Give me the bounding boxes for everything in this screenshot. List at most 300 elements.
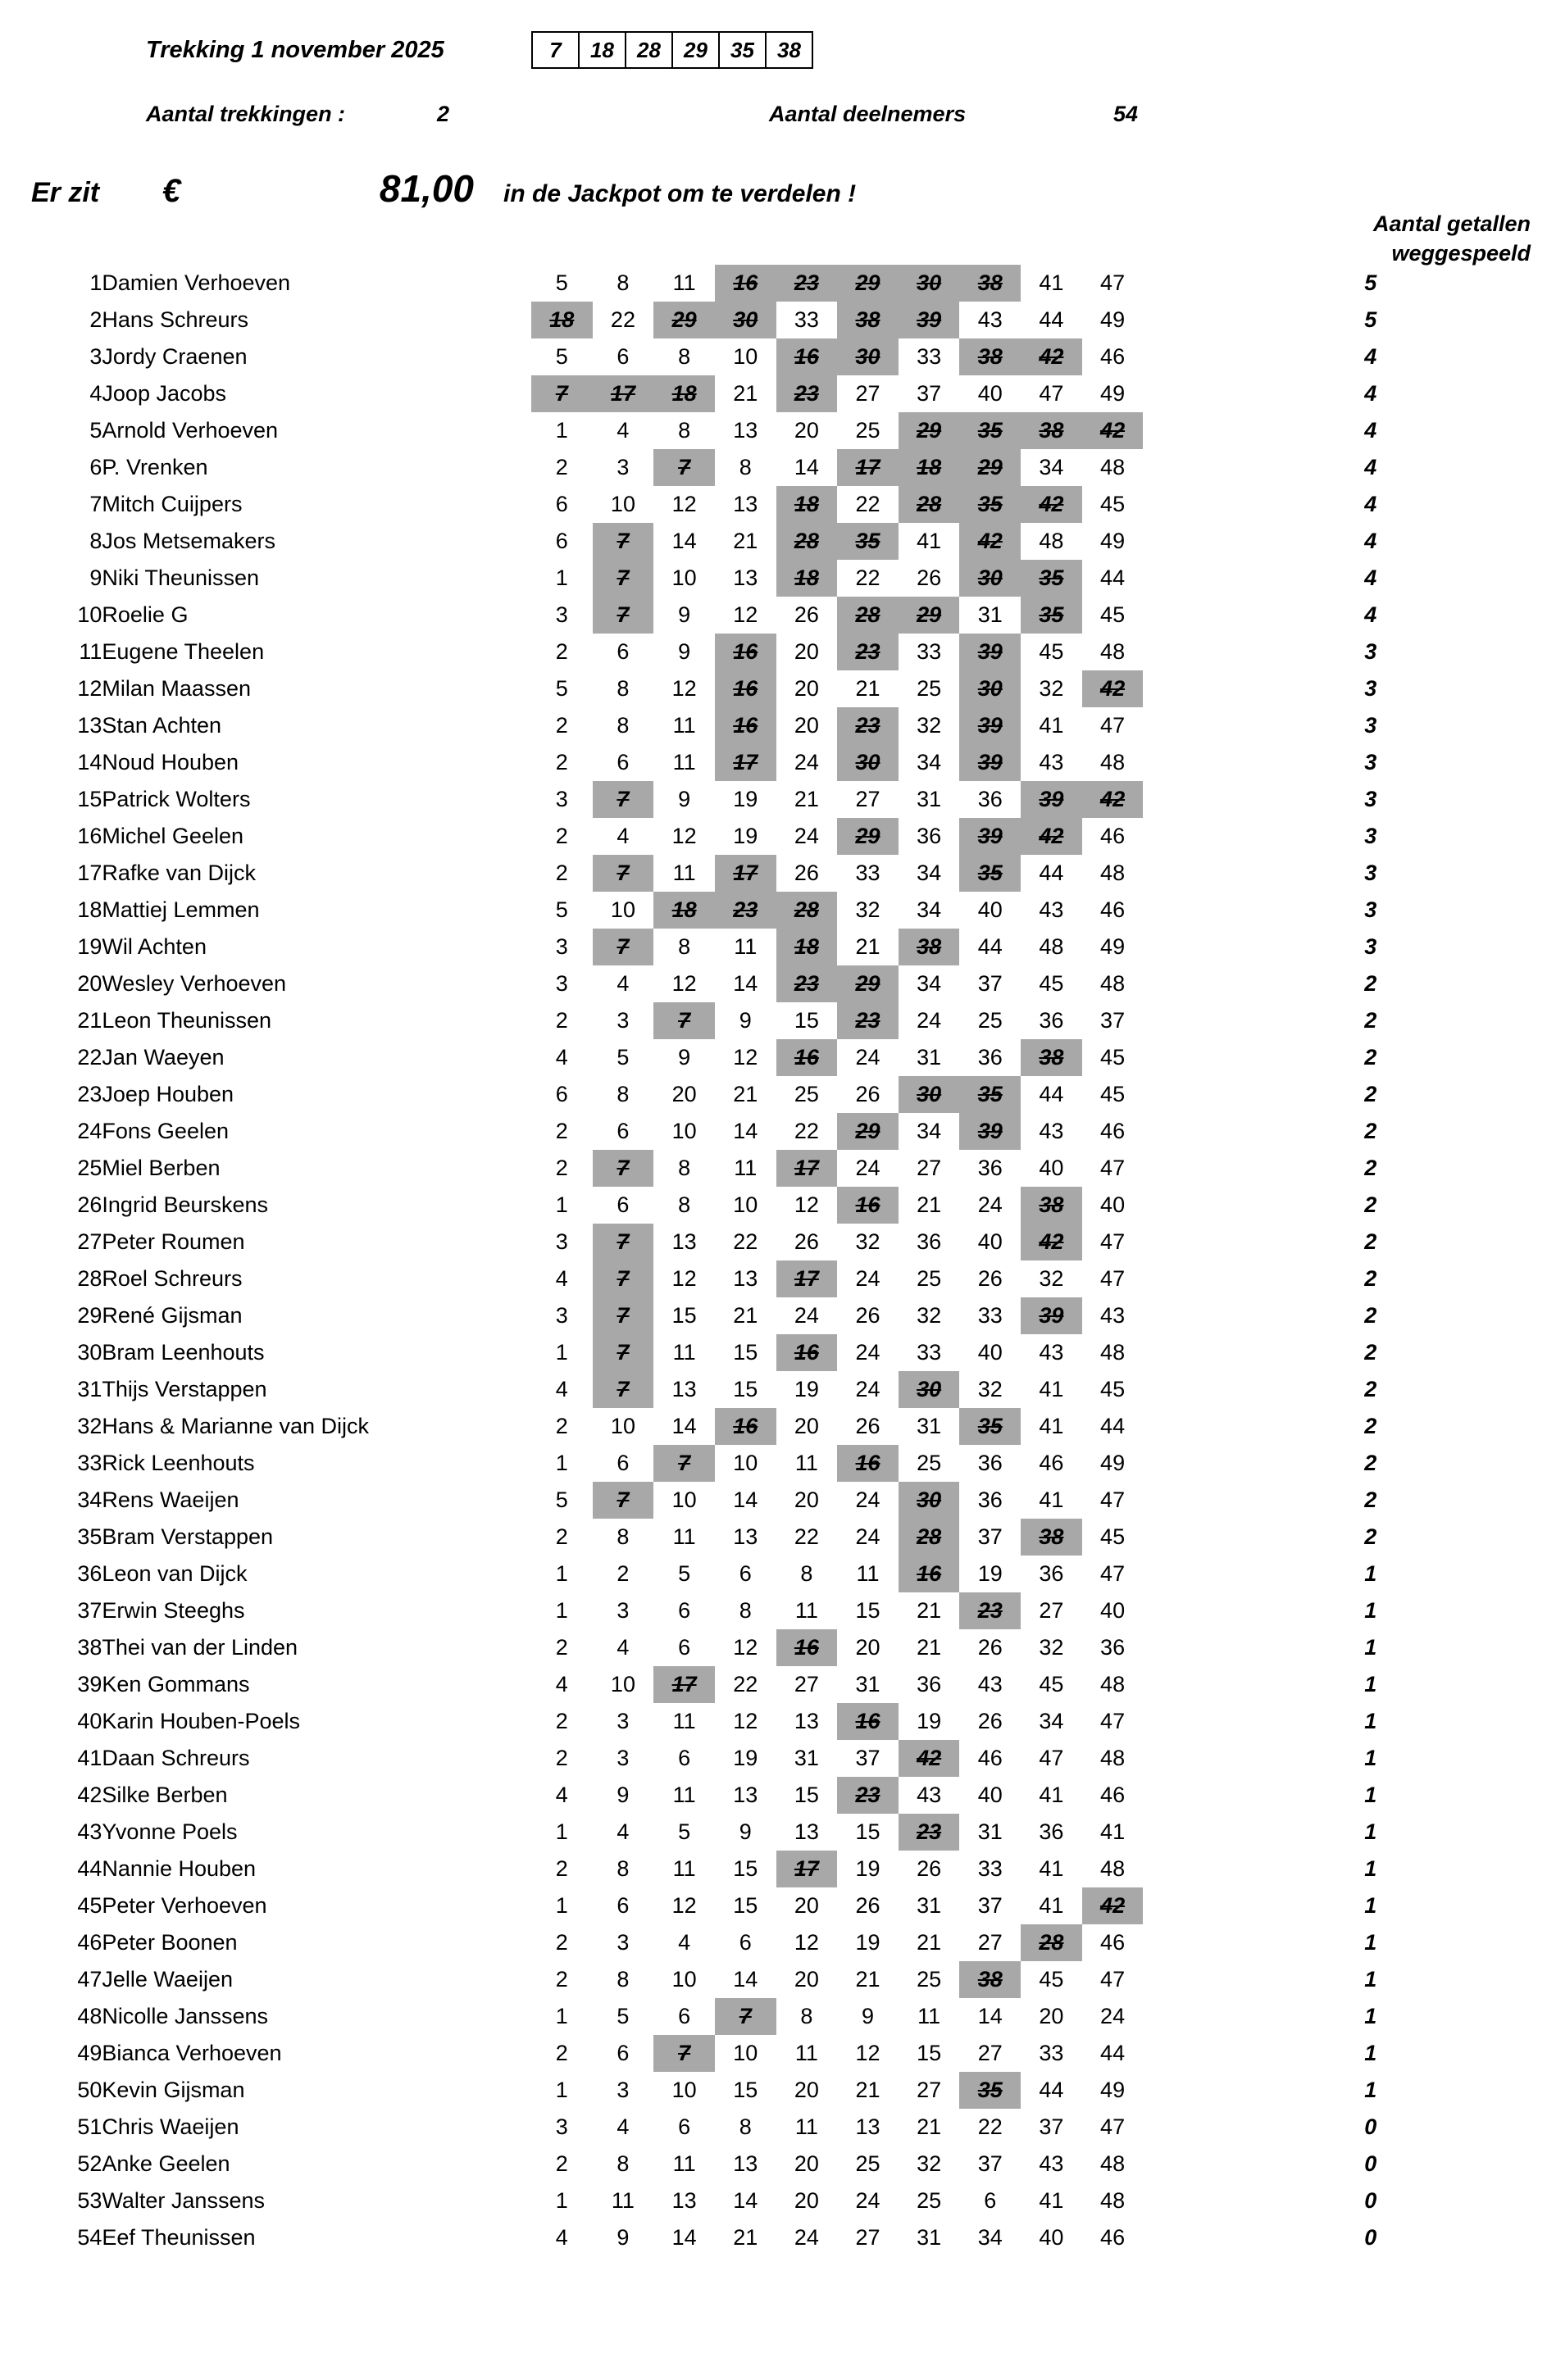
row-number: 3 (555, 602, 568, 627)
row-player-name: Rick Leenhouts (102, 1451, 255, 1475)
row-number-hit: 23 (776, 265, 838, 302)
row-number: 45 (1100, 1524, 1126, 1549)
row-number: 11 (794, 2114, 818, 2139)
row-right-pad (1445, 449, 1547, 486)
row-number: 24 (855, 1488, 880, 1512)
row-number: 47 (1100, 713, 1126, 738)
row-player-name: Joep Houben (102, 1082, 234, 1106)
row-number: 25 (917, 2188, 942, 2213)
row-player-name: Nannie Houben (102, 1856, 257, 1881)
row-number: 31 (855, 1672, 880, 1696)
row-number: 20 (794, 1967, 819, 1992)
row-spacer (1143, 1592, 1296, 1629)
row-number: 15 (917, 2041, 942, 2065)
row-number: 40 (977, 381, 1003, 406)
row-rank: 39 (77, 1672, 102, 1696)
row-rank: 43 (77, 1819, 102, 1844)
row-number: 8 (739, 2114, 752, 2139)
row-hit-count: 0 (1364, 2114, 1377, 2139)
row-spacer (1143, 375, 1296, 412)
row-hit-count: 4 (1364, 565, 1377, 590)
row-number: 19 (733, 824, 758, 848)
row-player-name: Jelle Waeijen (102, 1967, 233, 1992)
row-number: 2 (617, 1561, 630, 1586)
row-rank: 10 (77, 602, 102, 627)
row-number: 27 (855, 381, 880, 406)
row-number-hit: 38 (899, 929, 960, 965)
row-number: 45 (1039, 1672, 1064, 1696)
row-number: 49 (1100, 934, 1126, 959)
row-hit-count: 4 (1364, 529, 1377, 553)
row-number: 48 (1100, 1856, 1126, 1881)
row-number: 34 (1039, 1709, 1064, 1733)
row-number: 4 (555, 1783, 568, 1807)
row-number: 48 (1100, 861, 1126, 885)
row-number: 34 (917, 1119, 942, 1143)
row-rank: 18 (77, 897, 102, 922)
row-number: 11 (672, 2151, 696, 2176)
row-number: 8 (617, 1082, 630, 1106)
row-player-name: Arnold Verhoeven (102, 418, 279, 443)
row-hit-count: 1 (1364, 1746, 1377, 1770)
row-number: 3 (617, 455, 630, 479)
count-header-line1: Aantal getallen (1372, 211, 1531, 236)
table-row (0, 2109, 1547, 2146)
row-number: 14 (794, 455, 819, 479)
row-hit-count: 1 (1364, 1967, 1377, 1992)
row-number: 44 (1039, 2078, 1064, 2102)
row-number: 3 (617, 1598, 630, 1623)
row-player-name: Peter Boonen (102, 1930, 238, 1955)
row-rank: 33 (77, 1451, 102, 1475)
row-spacer (1143, 1777, 1296, 1814)
row-number: 48 (1100, 455, 1126, 479)
row-number: 36 (977, 1045, 1003, 1070)
drawn-number: 28 (626, 33, 673, 67)
row-number: 13 (733, 418, 758, 443)
row-number: 45 (1100, 1045, 1126, 1070)
row-right-pad (1445, 1666, 1547, 1703)
row-number: 5 (555, 344, 568, 369)
row-spacer (1143, 265, 1296, 302)
row-number: 45 (1100, 1377, 1126, 1401)
row-rank: 14 (77, 750, 102, 774)
row-number: 24 (855, 1266, 880, 1291)
row-number: 10 (733, 1192, 758, 1217)
row-number-hit: 35 (959, 2072, 1021, 2109)
row-number: 47 (1100, 270, 1126, 295)
row-right-pad (1445, 412, 1547, 449)
row-number: 31 (917, 2225, 942, 2250)
row-number: 48 (1100, 2188, 1126, 2213)
row-number: 36 (917, 824, 942, 848)
row-number-hit: 7 (593, 1371, 654, 1408)
row-rank: 6 (89, 455, 102, 479)
row-number: 1 (555, 1340, 568, 1365)
row-rank: 25 (77, 1156, 102, 1180)
table-row (0, 1592, 1547, 1629)
row-number: 47 (1039, 381, 1064, 406)
row-hit-count: 3 (1364, 897, 1377, 922)
row-number: 32 (917, 2151, 942, 2176)
row-number-hit: 23 (959, 1592, 1021, 1629)
row-number: 11 (917, 2004, 941, 2028)
row-number: 11 (856, 1561, 880, 1586)
row-right-pad (1445, 560, 1547, 597)
row-player-name: Jan Waeyen (102, 1045, 225, 1070)
row-hit-count: 1 (1364, 2078, 1377, 2102)
row-number: 12 (671, 824, 697, 848)
row-number: 40 (1039, 2225, 1064, 2250)
table-row (0, 1814, 1547, 1851)
row-number: 37 (1039, 2114, 1064, 2139)
row-player-name: Walter Janssens (102, 2188, 265, 2213)
row-number-hit: 17 (776, 1150, 838, 1187)
row-number-hit: 16 (715, 707, 776, 744)
row-number: 27 (855, 787, 880, 811)
table-row (0, 1924, 1547, 1961)
row-right-pad (1445, 2146, 1547, 2182)
row-number-hit: 42 (1082, 781, 1144, 818)
row-number: 43 (1039, 2151, 1064, 2176)
row-hit-count: 1 (1364, 1783, 1377, 1807)
row-rank: 21 (77, 1008, 102, 1033)
row-number: 19 (733, 787, 758, 811)
row-number: 2 (555, 1008, 568, 1033)
row-hit-count: 0 (1364, 2188, 1377, 2213)
row-number: 20 (794, 1893, 819, 1918)
row-player-name: Jordy Craenen (102, 344, 248, 369)
row-number: 11 (794, 2041, 818, 2065)
row-number: 3 (617, 1008, 630, 1033)
row-number: 24 (855, 1524, 880, 1549)
row-number-hit: 29 (899, 412, 960, 449)
row-number: 6 (617, 1893, 630, 1918)
row-rank: 49 (77, 2041, 102, 2065)
row-number: 27 (855, 2225, 880, 2250)
row-number: 20 (794, 1488, 819, 1512)
row-spacer (1143, 1150, 1296, 1187)
row-player-name: Erwin Steeghs (102, 1598, 245, 1623)
euro-symbol: € (162, 173, 181, 209)
row-number: 37 (977, 971, 1003, 996)
row-number: 10 (671, 1488, 697, 1512)
row-number: 2 (555, 1119, 568, 1143)
row-right-pad (1445, 1113, 1547, 1150)
row-player-name: Thei van der Linden (102, 1635, 298, 1660)
row-number: 11 (794, 1451, 818, 1475)
row-number-hit: 29 (837, 265, 899, 302)
row-number: 41 (1039, 1414, 1064, 1438)
row-number-hit: 38 (1021, 1519, 1082, 1556)
row-number-hit: 18 (776, 560, 838, 597)
row-number: 6 (617, 1451, 630, 1475)
row-number: 3 (555, 934, 568, 959)
table-row (0, 1334, 1547, 1371)
table-row (0, 2182, 1547, 2219)
row-number: 32 (917, 713, 942, 738)
row-number: 22 (794, 1119, 819, 1143)
row-player-name: Leon van Dijck (102, 1561, 248, 1586)
row-hit-count: 2 (1364, 1451, 1377, 1475)
row-right-pad (1445, 2182, 1547, 2219)
row-number: 31 (977, 602, 1003, 627)
table-row (0, 1851, 1547, 1887)
row-number: 22 (794, 1524, 819, 1549)
row-number: 37 (1100, 1008, 1126, 1033)
table-row (0, 818, 1547, 855)
row-number-hit: 35 (959, 1076, 1021, 1113)
row-player-name: Rens Waeijen (102, 1488, 239, 1512)
row-number: 40 (977, 1340, 1003, 1365)
row-number: 24 (794, 750, 819, 774)
row-number: 47 (1100, 2114, 1126, 2139)
row-player-name: Chris Waeijen (102, 2114, 239, 2139)
row-number: 22 (733, 1672, 758, 1696)
row-right-pad (1445, 670, 1547, 707)
row-player-name: Stan Achten (102, 713, 222, 738)
row-player-name: René Gijsman (102, 1303, 243, 1328)
row-number: 5 (555, 897, 568, 922)
row-number: 33 (977, 1856, 1003, 1881)
row-number: 36 (1039, 1561, 1064, 1586)
row-number: 12 (855, 2041, 880, 2065)
row-number: 15 (794, 1783, 819, 1807)
row-player-name: P. Vrenken (102, 455, 208, 479)
row-right-pad (1445, 855, 1547, 892)
row-rank: 20 (77, 971, 102, 996)
row-number: 24 (1100, 2004, 1126, 2028)
row-number: 3 (617, 2078, 630, 2102)
table-row (0, 1629, 1547, 1666)
row-number-hit: 42 (1082, 670, 1144, 707)
row-player-name: Yvonne Poels (102, 1819, 238, 1844)
row-number: 45 (1039, 639, 1064, 664)
row-number: 43 (1039, 897, 1064, 922)
row-number: 1 (555, 565, 568, 590)
row-hit-count: 1 (1364, 1561, 1377, 1586)
table-row (0, 1556, 1547, 1592)
row-right-pad (1445, 1703, 1547, 1740)
row-right-pad (1445, 1629, 1547, 1666)
table-row (0, 1961, 1547, 1998)
row-number-hit: 16 (837, 1445, 899, 1482)
row-hit-count: 0 (1364, 2225, 1377, 2250)
row-number-hit: 39 (959, 744, 1021, 781)
row-number: 48 (1039, 934, 1064, 959)
row-hit-count: 2 (1364, 1488, 1377, 1512)
row-number-hit: 16 (837, 1187, 899, 1224)
row-player-name: Eef Theunissen (102, 2225, 256, 2250)
row-rank: 9 (89, 565, 102, 590)
row-number: 22 (855, 565, 880, 590)
row-spacer (1143, 2146, 1296, 2182)
row-rank: 45 (77, 1893, 102, 1918)
row-number: 15 (671, 1303, 697, 1328)
row-number-hit: 29 (837, 1113, 899, 1150)
row-number: 13 (733, 492, 758, 516)
row-number: 5 (555, 676, 568, 701)
row-number: 27 (977, 2041, 1003, 2065)
row-number-hit: 18 (653, 375, 715, 412)
table-row (0, 375, 1547, 412)
row-right-pad (1445, 523, 1547, 560)
row-spacer (1143, 560, 1296, 597)
row-number: 31 (917, 787, 942, 811)
row-number: 1 (555, 418, 568, 443)
row-number: 9 (678, 1045, 691, 1070)
row-number: 24 (977, 1192, 1003, 1217)
row-number: 37 (977, 1524, 1003, 1549)
row-number-hit: 35 (1021, 597, 1082, 634)
row-rank: 19 (77, 934, 102, 959)
row-number: 15 (733, 2078, 758, 2102)
row-rank: 31 (77, 1377, 102, 1401)
row-spacer (1143, 1408, 1296, 1445)
row-number: 2 (555, 1746, 568, 1770)
row-number: 20 (794, 2151, 819, 2176)
row-right-pad (1445, 1851, 1547, 1887)
row-number-hit: 7 (653, 1002, 715, 1039)
row-number-hit: 39 (959, 818, 1021, 855)
row-number: 8 (739, 1598, 752, 1623)
row-number: 2 (555, 2041, 568, 2065)
row-number: 34 (917, 897, 942, 922)
row-right-pad (1445, 1592, 1547, 1629)
table-row (0, 965, 1547, 1002)
row-number-hit: 7 (593, 1334, 654, 1371)
row-number-hit: 42 (1021, 338, 1082, 375)
row-spacer (1143, 486, 1296, 523)
row-number: 1 (555, 1192, 568, 1217)
row-number: 20 (671, 1082, 697, 1106)
row-number: 14 (733, 1119, 758, 1143)
row-number-hit: 23 (776, 375, 838, 412)
row-rank: 52 (77, 2151, 102, 2176)
row-number: 6 (617, 750, 630, 774)
row-number-hit: 38 (1021, 1039, 1082, 1076)
row-number: 10 (610, 897, 635, 922)
row-number-hit: 7 (593, 523, 654, 560)
row-number: 21 (733, 1082, 758, 1106)
row-number: 32 (855, 1229, 880, 1254)
row-hit-count: 2 (1364, 1192, 1377, 1217)
row-number: 11 (672, 1340, 696, 1365)
row-number: 36 (977, 787, 1003, 811)
row-player-name: Ken Gommans (102, 1672, 250, 1696)
row-player-name: Patrick Wolters (102, 787, 251, 811)
row-hit-count: 5 (1364, 307, 1377, 332)
row-number: 48 (1100, 2151, 1126, 2176)
row-number: 43 (917, 1783, 942, 1807)
row-number: 3 (617, 1930, 630, 1955)
row-number: 25 (977, 1008, 1003, 1033)
row-number: 21 (794, 787, 819, 811)
row-number: 4 (617, 824, 630, 848)
row-number: 6 (617, 639, 630, 664)
row-number: 3 (617, 1709, 630, 1733)
row-number: 46 (977, 1746, 1003, 1770)
row-number: 9 (678, 602, 691, 627)
row-number: 33 (917, 1340, 942, 1365)
row-number: 14 (977, 2004, 1003, 2028)
row-number-hit: 23 (837, 1002, 899, 1039)
row-rank: 13 (77, 713, 102, 738)
row-number: 8 (678, 418, 691, 443)
row-number: 2 (555, 2151, 568, 2176)
row-hit-count: 4 (1364, 492, 1377, 516)
table-row (0, 929, 1547, 965)
row-right-pad (1445, 1777, 1547, 1814)
row-number: 40 (1100, 1598, 1126, 1623)
row-number: 13 (733, 2151, 758, 2176)
row-right-pad (1445, 1924, 1547, 1961)
row-hit-count: 3 (1364, 750, 1377, 774)
row-number: 22 (855, 492, 880, 516)
row-right-pad (1445, 744, 1547, 781)
row-number: 15 (794, 1008, 819, 1033)
row-number: 19 (977, 1561, 1003, 1586)
row-number: 40 (977, 897, 1003, 922)
row-number: 21 (855, 676, 880, 701)
row-number: 2 (555, 1156, 568, 1180)
row-number: 40 (1100, 1192, 1126, 1217)
row-right-pad (1445, 1150, 1547, 1187)
row-number-hit: 7 (653, 2035, 715, 2072)
row-number: 2 (555, 639, 568, 664)
row-number: 45 (1039, 1967, 1064, 1992)
row-spacer (1143, 670, 1296, 707)
row-number: 48 (1100, 971, 1126, 996)
row-number: 8 (617, 1524, 630, 1549)
row-number: 20 (794, 1414, 819, 1438)
drawn-number: 7 (533, 33, 580, 67)
row-number-hit: 30 (899, 1076, 960, 1113)
row-number: 21 (733, 1303, 758, 1328)
row-number-hit: 28 (776, 523, 838, 560)
row-number: 10 (733, 1451, 758, 1475)
row-hit-count: 4 (1364, 455, 1377, 479)
row-rank: 12 (77, 676, 102, 701)
row-spacer (1143, 744, 1296, 781)
row-right-pad (1445, 1334, 1547, 1371)
row-spacer (1143, 597, 1296, 634)
table-row (0, 449, 1547, 486)
row-number: 46 (1100, 1119, 1126, 1143)
row-hit-count: 1 (1364, 1598, 1377, 1623)
table-row (0, 1002, 1547, 1039)
row-number: 13 (794, 1819, 819, 1844)
table-row (0, 486, 1547, 523)
row-number-hit: 18 (776, 486, 838, 523)
row-number-hit: 7 (593, 1260, 654, 1297)
row-number: 21 (733, 529, 758, 553)
table-row (0, 1482, 1547, 1519)
row-number: 11 (794, 1598, 818, 1623)
row-hit-count: 1 (1364, 1856, 1377, 1881)
row-number: 32 (855, 897, 880, 922)
row-spacer (1143, 1703, 1296, 1740)
row-number: 44 (1039, 1082, 1064, 1106)
row-rank: 51 (77, 2114, 102, 2139)
row-hit-count: 2 (1364, 1414, 1377, 1438)
row-spacer (1143, 2182, 1296, 2219)
row-number: 4 (678, 1930, 691, 1955)
row-number: 24 (794, 1303, 819, 1328)
row-number: 19 (794, 1377, 819, 1401)
row-number-hit: 42 (899, 1740, 960, 1777)
row-right-pad (1445, 1482, 1547, 1519)
